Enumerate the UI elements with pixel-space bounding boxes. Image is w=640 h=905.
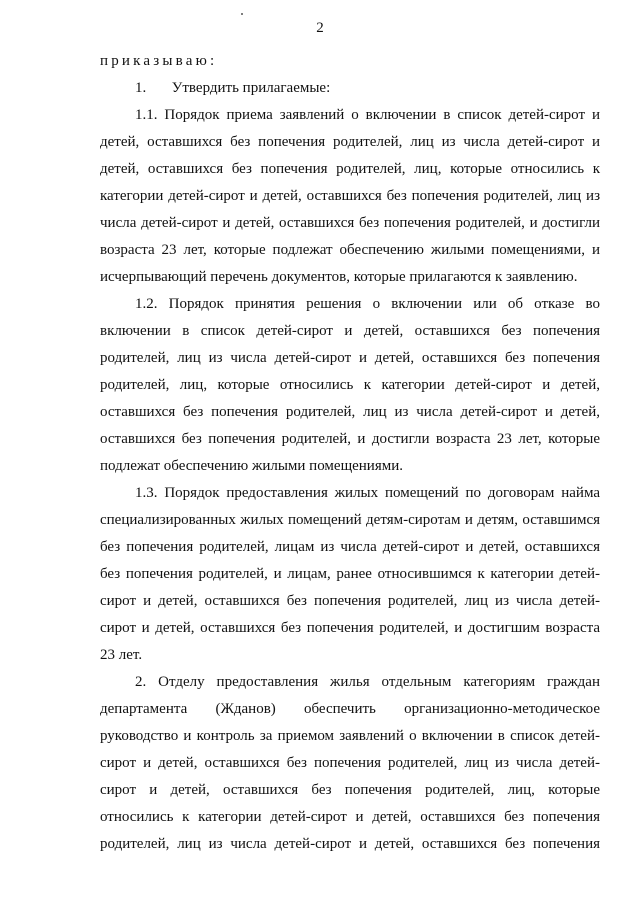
paragraph-line: подлежат обеспечению жилыми помещениями. (100, 458, 404, 474)
page-number: 2 (316, 20, 324, 36)
paragraph-line: сирот и детей, оставшихся без попечения родителей, лиц из числа детей- (100, 593, 600, 609)
paragraph-line: родителей, лиц, которые относились к категории детей-сирот и детей, (100, 377, 600, 393)
paragraph-line: категории детей-сирот и детей, оставшихся без попечения родителей, лиц из (100, 188, 600, 204)
paragraph-line: числа детей-сирот и детей, оставшихся без попечения родителей, и достигли (100, 215, 600, 231)
paragraph-line: 23 лет. (100, 647, 143, 663)
paragraph-line: без попечения родителей, и лицам, ранее относившимся к категории детей- (100, 566, 600, 582)
paragraph-1-1 (100, 102, 600, 291)
paragraph-1-3 (100, 480, 600, 669)
paragraph-line: 1.1. Порядок приема заявлений о включении в список детей-сирот и (135, 107, 600, 123)
paragraph-line: сирот и детей, оставшихся без попечения родителей, лиц, которые (100, 782, 600, 798)
paragraph-line: сирот и детей, оставшихся без попечения родителей, лиц из числа детей- (100, 755, 600, 771)
paragraph-line: исчерпывающий перечень документов, которые прилагаются к заявлению. (100, 269, 578, 285)
scan-speck (241, 13, 243, 15)
order-word: приказываю: (100, 53, 218, 69)
item-1-number: 1. (135, 80, 147, 96)
document-body (100, 48, 600, 858)
paragraph-2 (100, 669, 600, 858)
paragraph-line: 1.2. Порядок принятия решения о включении или об отказе во (135, 296, 600, 312)
item-1-text: Утвердить прилагаемые: (171, 80, 331, 96)
paragraph-line: руководство и контроль за приемом заявлений о включении в список детей- (100, 728, 600, 744)
paragraph-line: детей, оставшихся без попечения родителей, лиц, которые относились к (100, 161, 600, 177)
paragraph-line: оставшихся без попечения родителей, лиц из числа детей-сирот и детей, (100, 404, 600, 420)
paragraph-line: относились к категории детей-сирот и детей, оставшихся без попечения (100, 809, 600, 825)
paragraph-line: возраста 23 лет, которые подлежат обеспечению жилыми помещениями, и (100, 242, 600, 258)
paragraph-line: без попечения родителей, лицам из числа детей-сирот и детей, оставшихся (100, 539, 600, 555)
item-1 (100, 75, 600, 102)
paragraph-line: детей, оставшихся без попечения родителей, лиц из числа детей-сирот и (100, 134, 600, 150)
paragraph-1-2 (100, 291, 600, 480)
paragraph-line: специализированных жилых помещений детям-сиротам и детям, оставшимся (100, 512, 600, 528)
paragraph-line: родителей, лиц из числа детей-сирот и детей, оставшихся без попечения (100, 836, 600, 852)
paragraph-line: 2. Отделу предоставления жилья отдельным категориям граждан (135, 674, 600, 690)
paragraph-line: 1.3. Порядок предоставления жилых помещений по договорам найма (135, 485, 600, 501)
paragraph-line: оставшихся без попечения родителей, и достигли возраста 23 лет, которые (100, 431, 600, 447)
paragraph-line: родителей, лиц из числа детей-сирот и детей, оставшихся без попечения (100, 350, 600, 366)
paragraph-line: департамента (Жданов) обеспечить организационно-методическое (100, 701, 600, 717)
paragraph-line: сирот и детей, оставшихся без попечения родителей, и достигшим возраста (100, 620, 600, 636)
paragraph-line: включении в список детей-сирот и детей, оставшихся без попечения (100, 323, 600, 339)
